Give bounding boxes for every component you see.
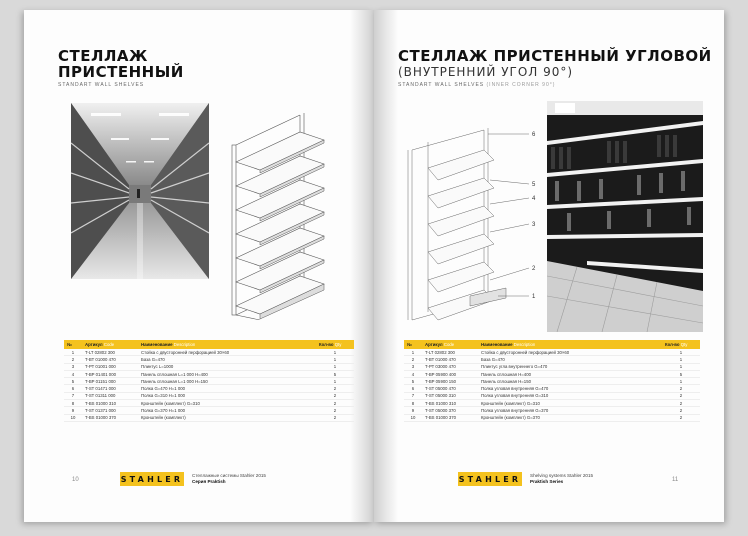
left-page xyxy=(24,10,374,522)
row-number: 1 xyxy=(64,349,82,356)
row-qty: 5 xyxy=(316,370,354,377)
row-description: Полка G=470 H=1 000 xyxy=(138,385,316,392)
right-page-title-secondary: (ВНУТРЕННИЙ УГОЛ 90°) xyxy=(398,65,574,79)
row-qty: 1 xyxy=(316,363,354,370)
callout-5: 5 xyxy=(532,182,536,188)
row-number: 4 xyxy=(404,370,422,377)
row-number: 9 xyxy=(404,407,422,414)
callout-6: 6 xyxy=(532,132,536,138)
row-number: 5 xyxy=(64,378,82,385)
table-row xyxy=(404,370,700,377)
supermarket-aisle-photo xyxy=(71,103,209,279)
row-description: Стойка с двусторонней перфорацией 30×60 xyxy=(138,349,316,356)
table-row xyxy=(64,392,354,399)
row-description: Плинтус угла внутреннего G=470 xyxy=(478,363,662,370)
row-article: T-LT 02802 300 xyxy=(422,349,478,356)
row-qty: 1 xyxy=(662,356,700,363)
row-article: T-BP 05900 150 xyxy=(422,378,478,385)
row-number: 1 xyxy=(404,349,422,356)
col-article: Артикул Code xyxy=(422,340,478,349)
row-qty: 1 xyxy=(316,349,354,356)
row-article: T-BP 05900 400 xyxy=(422,370,478,377)
row-number: 5 xyxy=(404,378,422,385)
right-page-title: СТЕЛЛАЖ ПРИСТЕННЫЙ УГЛОВОЙ xyxy=(398,47,712,65)
col-qty: Кол-во Qty xyxy=(662,340,700,349)
table-header-row xyxy=(404,340,700,349)
row-description: Полка G=310 H=1 000 xyxy=(138,392,316,399)
row-number: 6 xyxy=(404,385,422,392)
row-article: T-BS 01000 310 xyxy=(82,400,138,407)
row-qty: 2 xyxy=(316,414,354,421)
right-page-subtitle: STANDART WALL SHELVES (INNER CORNER 90°) xyxy=(398,82,556,88)
liquor-store-shelves-photo xyxy=(547,101,703,332)
row-description: Панель сплошная L=1 000 H=400 xyxy=(138,370,316,377)
row-number: 9 xyxy=(64,407,82,414)
row-description: База G=470 xyxy=(478,356,662,363)
table-row xyxy=(404,363,700,370)
row-description: Кронштейн (комплект) G=370 xyxy=(478,414,662,421)
left-page-title: СТЕЛЛАЖ ПРИСТЕННЫЙ xyxy=(58,47,184,81)
row-qty: 1 xyxy=(662,378,700,385)
callout-4: 4 xyxy=(532,196,536,202)
table-row xyxy=(64,414,354,421)
row-description: База G=470 xyxy=(138,356,316,363)
row-qty: 1 xyxy=(662,363,700,370)
row-number: 7 xyxy=(404,392,422,399)
row-number: 3 xyxy=(404,363,422,370)
row-article: T-ST 05000 470 xyxy=(422,385,478,392)
col-qty: Кол-во Qty xyxy=(316,340,354,349)
row-article: T-BT 01000 470 xyxy=(422,356,478,363)
row-qty: 2 xyxy=(316,392,354,399)
table-row xyxy=(404,407,700,414)
row-qty: 2 xyxy=(316,385,354,392)
row-description: Полка угловая внутренняя G=370 xyxy=(478,407,662,414)
row-number: 8 xyxy=(404,400,422,407)
row-article: T-BS 01000 310 xyxy=(422,400,478,407)
row-article: T-ST 05000 310 xyxy=(422,392,478,399)
row-article: T-BP 01401 000 xyxy=(82,370,138,377)
row-qty: 2 xyxy=(662,407,700,414)
row-number: 10 xyxy=(404,414,422,421)
col-name: Наименование Description xyxy=(478,340,662,349)
row-qty: 1 xyxy=(662,349,700,356)
page-number: 10 xyxy=(72,477,79,483)
table-row xyxy=(404,356,700,363)
table-row xyxy=(404,392,700,399)
callout-2: 2 xyxy=(532,266,536,272)
table-row xyxy=(404,400,700,407)
row-qty: 2 xyxy=(662,400,700,407)
row-description: Полка G=370 H=1 000 xyxy=(138,407,316,414)
table-row xyxy=(404,385,700,392)
row-description: Стойка с двусторонней перфорацией 30×60 xyxy=(478,349,662,356)
row-description: Полка угловая внутренняя G=470 xyxy=(478,385,662,392)
col-article: Артикул Code xyxy=(82,340,138,349)
row-description: Полка угловая внутренняя G=310 xyxy=(478,392,662,399)
callout-3: 3 xyxy=(532,222,536,228)
row-description: Кронштейн (комплект) G=310 xyxy=(138,400,316,407)
row-article: T-BS 01000 370 xyxy=(422,414,478,421)
row-description: Кронштейн (комплект) G=310 xyxy=(478,400,662,407)
row-article: T-BS 01000 370 xyxy=(82,414,138,421)
col-name: Наименование Description xyxy=(138,340,316,349)
corner-shelf-drawing xyxy=(398,120,548,330)
row-description: Плинтус L=1000 xyxy=(138,363,316,370)
row-number: 3 xyxy=(64,363,82,370)
row-number: 7 xyxy=(64,392,82,399)
row-article: T-LT 02802 300 xyxy=(82,349,138,356)
row-article: T-BP 01151 000 xyxy=(82,378,138,385)
stahler-logo: STAHLER xyxy=(120,472,184,486)
table-row xyxy=(404,414,700,421)
row-article: T-PT 01001 000 xyxy=(82,363,138,370)
row-description: Панель сплошная H=400 xyxy=(478,370,662,377)
row-article: T-PT 03000 470 xyxy=(422,363,478,370)
table-row xyxy=(64,370,354,377)
table-row xyxy=(64,400,354,407)
left-spec-table xyxy=(64,340,354,422)
row-number: 10 xyxy=(64,414,82,421)
table-row xyxy=(64,378,354,385)
table-row xyxy=(404,378,700,385)
table-row xyxy=(64,407,354,414)
right-spec-table xyxy=(404,340,700,422)
row-qty: 2 xyxy=(316,407,354,414)
row-qty: 5 xyxy=(662,370,700,377)
row-description: Панель сплошная L=1 000 H=150 xyxy=(138,378,316,385)
row-number: 4 xyxy=(64,370,82,377)
row-article: T-ST 01371 000 xyxy=(82,407,138,414)
row-article: T-ST 01471 000 xyxy=(82,385,138,392)
page-number: 11 xyxy=(672,477,679,483)
row-description: Кронштейн (комплект) xyxy=(138,414,316,421)
table-header-row xyxy=(64,340,354,349)
right-footer-text: Shelving systems Stahler 2015 Praktish Series xyxy=(530,473,594,484)
right-page xyxy=(374,10,724,522)
row-qty: 2 xyxy=(662,414,700,421)
table-row xyxy=(64,363,354,370)
table-row xyxy=(64,356,354,363)
stahler-logo: STAHLER xyxy=(458,472,522,486)
table-row xyxy=(404,349,700,356)
left-footer-text: Стеллажные системы Stahler 2015 Серия Praktish xyxy=(192,473,266,484)
col-num: № xyxy=(64,340,82,349)
table-row xyxy=(64,385,354,392)
row-number: 8 xyxy=(64,400,82,407)
row-article: T-ST 05000 370 xyxy=(422,407,478,414)
row-qty: 1 xyxy=(316,378,354,385)
row-number: 2 xyxy=(404,356,422,363)
table-row xyxy=(64,349,354,356)
row-description: Панель сплошная H=150 xyxy=(478,378,662,385)
row-qty: 2 xyxy=(316,400,354,407)
wall-shelf-drawing xyxy=(220,110,330,325)
row-number: 2 xyxy=(64,356,82,363)
row-number: 6 xyxy=(64,385,82,392)
col-num: № xyxy=(404,340,422,349)
row-qty: 2 xyxy=(662,392,700,399)
row-qty: 2 xyxy=(662,385,700,392)
callout-1: 1 xyxy=(532,294,536,300)
row-article: T-BT 01000 470 xyxy=(82,356,138,363)
row-article: T-ST 01311 000 xyxy=(82,392,138,399)
row-qty: 1 xyxy=(316,356,354,363)
left-page-subtitle: STANDART WALL SHELVES xyxy=(58,82,145,88)
